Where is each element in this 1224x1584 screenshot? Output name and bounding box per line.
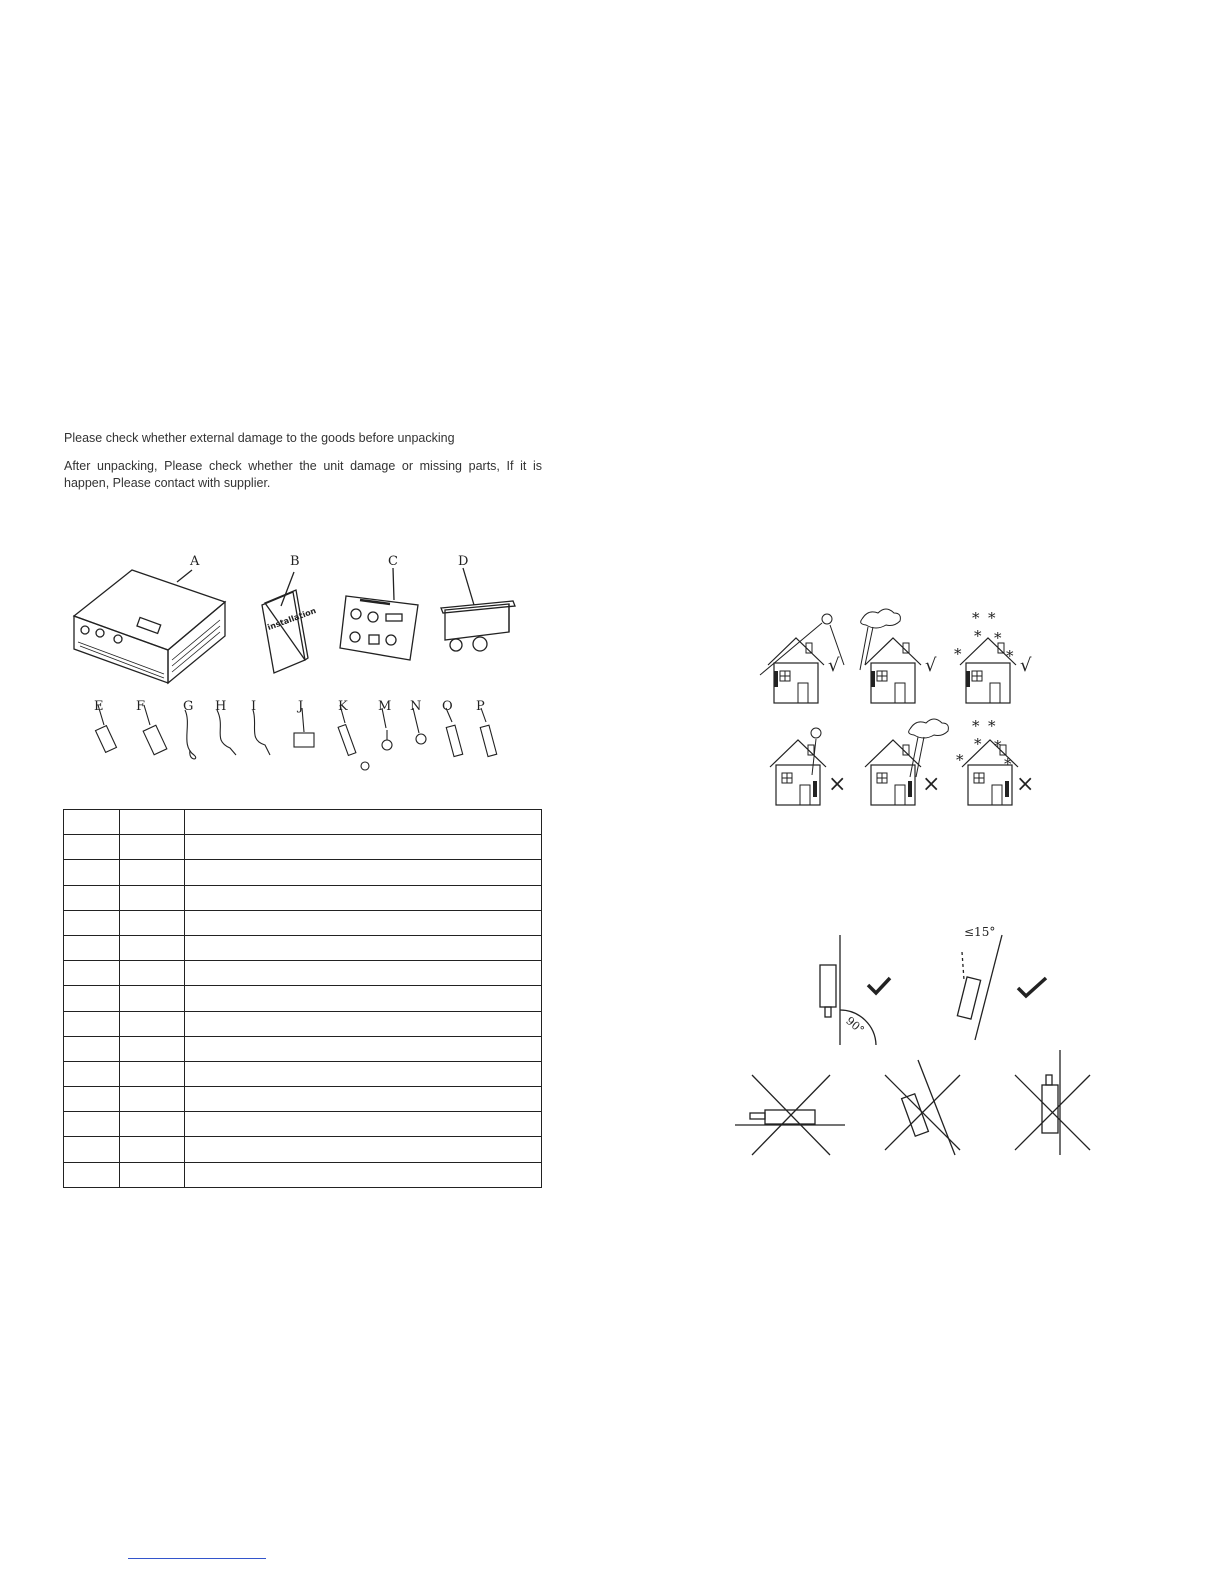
table-cell bbox=[185, 1162, 542, 1187]
mount-vertical-ok bbox=[820, 935, 876, 1045]
table-cell bbox=[185, 1112, 542, 1137]
env-row-allowed bbox=[760, 609, 1032, 703]
svg-text:*: * bbox=[974, 735, 982, 753]
unpacking-instruction: Please check whether external damage to the goods before unpacking bbox=[64, 431, 455, 445]
table-row bbox=[64, 961, 542, 986]
allowed-mark: √ bbox=[1020, 655, 1032, 676]
check-icon bbox=[1018, 978, 1046, 996]
label-b: B bbox=[290, 554, 300, 569]
forbidden-mark: × bbox=[922, 772, 941, 797]
svg-text:*: * bbox=[974, 627, 982, 645]
table-cell bbox=[120, 1036, 185, 1061]
manual-cover-text: installation bbox=[266, 606, 318, 633]
table-cell bbox=[64, 910, 120, 935]
label-d: D bbox=[458, 554, 469, 569]
label-e: E bbox=[94, 699, 104, 714]
mount-tilt-ok bbox=[957, 935, 1002, 1040]
table-cell bbox=[64, 810, 120, 835]
svg-text:*: * bbox=[1004, 755, 1012, 773]
table-cell bbox=[64, 860, 120, 885]
angle-90-label: 90° bbox=[843, 1014, 867, 1037]
table-cell bbox=[120, 1112, 185, 1137]
table-cell bbox=[64, 935, 120, 960]
table-cell bbox=[120, 1087, 185, 1112]
table-cell bbox=[64, 1087, 120, 1112]
forbidden-mark: × bbox=[1016, 772, 1035, 797]
table-row bbox=[64, 1162, 542, 1187]
table-cell bbox=[185, 885, 542, 910]
mounting-orientation-figure bbox=[730, 920, 1100, 1165]
table-row bbox=[64, 835, 542, 860]
table-cell bbox=[120, 860, 185, 885]
unpacking-check-paragraph: After unpacking, Please check whether the unit damage or missing parts, If it is happen, Please contact with supplier. bbox=[64, 459, 542, 490]
svg-text:*: * bbox=[1006, 647, 1014, 665]
table-cell bbox=[120, 1162, 185, 1187]
label-n: N bbox=[410, 699, 422, 714]
table-cell bbox=[185, 835, 542, 860]
table-cell bbox=[120, 986, 185, 1011]
table-cell bbox=[185, 986, 542, 1011]
label-k: K bbox=[338, 699, 348, 714]
label-i: I bbox=[251, 699, 257, 714]
label-p: P bbox=[476, 699, 485, 714]
svg-text:*: * bbox=[994, 737, 1002, 755]
table-row bbox=[64, 910, 542, 935]
mount-upside-down-bad bbox=[1015, 1050, 1090, 1155]
angle-15-label: ≤15° bbox=[964, 925, 996, 939]
table-cell bbox=[64, 1061, 120, 1086]
forbidden-mark: × bbox=[828, 772, 847, 797]
table-cell bbox=[64, 1162, 120, 1187]
table-cell bbox=[120, 1011, 185, 1036]
label-o: O bbox=[442, 699, 453, 714]
table-row bbox=[64, 1011, 542, 1036]
table-cell bbox=[64, 1112, 120, 1137]
label-c: C bbox=[388, 554, 398, 569]
label-h: H bbox=[215, 699, 227, 714]
svg-text:*: * bbox=[954, 645, 962, 663]
mounting-plate-drawing bbox=[340, 568, 418, 660]
table-cell bbox=[64, 986, 120, 1011]
table-cell bbox=[185, 961, 542, 986]
packing-list-figure bbox=[60, 550, 550, 785]
svg-text:*: * bbox=[972, 609, 980, 627]
table-row bbox=[64, 935, 542, 960]
table-cell bbox=[64, 961, 120, 986]
table-cell bbox=[64, 1011, 120, 1036]
allowed-mark: √ bbox=[828, 655, 840, 676]
label-a: A bbox=[190, 554, 200, 569]
mount-flat-bad bbox=[735, 1075, 845, 1155]
accessories-drawing bbox=[95, 705, 496, 770]
table-cell bbox=[120, 935, 185, 960]
check-icon bbox=[868, 978, 890, 993]
table-cell bbox=[120, 1061, 185, 1086]
table-cell bbox=[185, 1137, 542, 1162]
inverter-drawing bbox=[74, 570, 225, 683]
footer-link-underline[interactable] bbox=[128, 1558, 266, 1559]
label-g: G bbox=[183, 699, 194, 714]
svg-text:*: * bbox=[972, 717, 980, 735]
table-cell bbox=[185, 910, 542, 935]
table-row bbox=[64, 810, 542, 835]
table-row bbox=[64, 885, 542, 910]
table-cell bbox=[185, 1036, 542, 1061]
table-row bbox=[64, 1061, 542, 1086]
table-cell bbox=[120, 835, 185, 860]
label-m: M bbox=[378, 699, 392, 714]
table-cell bbox=[185, 1087, 542, 1112]
table-cell bbox=[120, 810, 185, 835]
table-cell bbox=[185, 935, 542, 960]
label-f: F bbox=[136, 699, 146, 714]
svg-text:*: * bbox=[956, 751, 964, 769]
packing-list-table bbox=[63, 809, 542, 1188]
table-cell bbox=[64, 885, 120, 910]
table-cell bbox=[64, 835, 120, 860]
table-cell bbox=[185, 810, 542, 835]
table-cell bbox=[120, 1137, 185, 1162]
table-cell bbox=[185, 1011, 542, 1036]
table-row bbox=[64, 1087, 542, 1112]
junction-box-drawing bbox=[441, 568, 515, 651]
table-row bbox=[64, 1137, 542, 1162]
installation-environment-figure bbox=[750, 605, 1050, 820]
table-cell bbox=[120, 885, 185, 910]
table-cell bbox=[185, 1061, 542, 1086]
table-row bbox=[64, 1036, 542, 1061]
svg-text:*: * bbox=[988, 717, 996, 735]
table-row bbox=[64, 1112, 542, 1137]
env-row-forbidden bbox=[770, 717, 1034, 805]
table-cell bbox=[64, 1036, 120, 1061]
table-row bbox=[64, 860, 542, 885]
allowed-mark: √ bbox=[925, 655, 937, 676]
table-row bbox=[64, 986, 542, 1011]
svg-text:*: * bbox=[988, 609, 996, 627]
table-cell bbox=[185, 860, 542, 885]
table-cell bbox=[120, 961, 185, 986]
svg-text:*: * bbox=[994, 629, 1002, 647]
label-j: J bbox=[298, 699, 304, 714]
table-cell bbox=[64, 1137, 120, 1162]
table-cell bbox=[120, 910, 185, 935]
mount-inverted-tilt-bad bbox=[885, 1060, 960, 1155]
